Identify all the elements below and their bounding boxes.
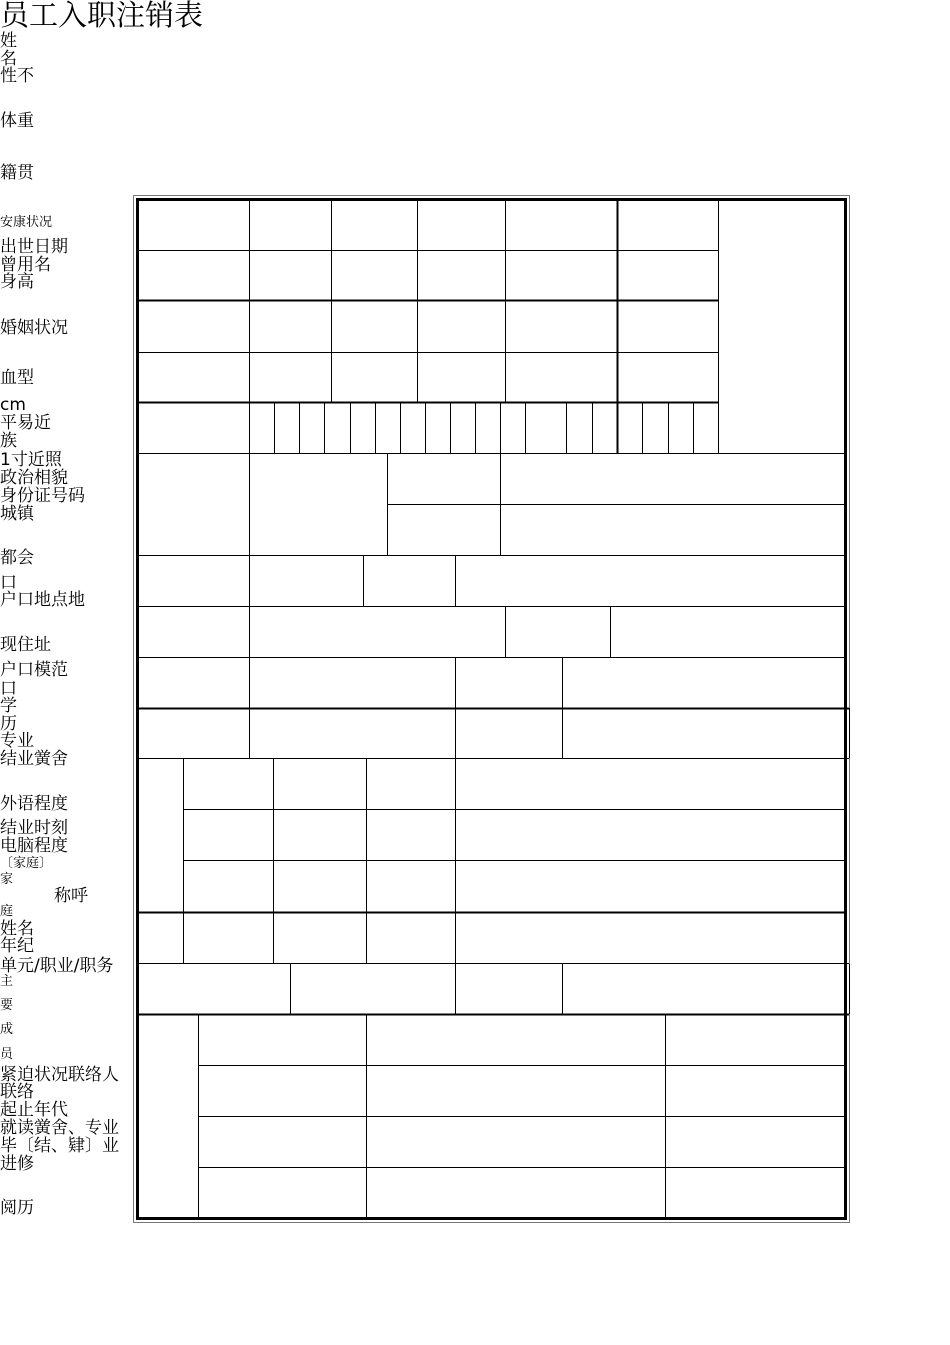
label-zu: 族 — [0, 431, 17, 451]
label-id-number: 身份证号码 — [0, 486, 85, 506]
label-unit-job: 单元/职业/职务 — [0, 956, 114, 976]
label-study: 进修 — [0, 1154, 34, 1174]
label-health: 安康状况 — [0, 215, 53, 230]
label-weight: 体重 — [0, 111, 34, 131]
label-xing: 姓 — [0, 31, 17, 51]
label-contact: 联络 — [0, 1082, 34, 1102]
label-hukou-location: 户口地点地 — [0, 590, 85, 610]
label-relation: 称呼 — [54, 886, 88, 906]
label-grad-status: 毕〔结、肄〕业 — [0, 1136, 119, 1156]
label-yao: 要 — [0, 998, 14, 1013]
label-computer-level: 电脑程度 — [0, 836, 68, 856]
label-cm: cm — [0, 395, 26, 415]
label-height: 身高 — [0, 272, 34, 292]
label-age: 年纪 — [0, 936, 34, 956]
label-member-name: 姓名 — [0, 919, 34, 939]
label-experience: 阅历 — [0, 1198, 34, 1218]
label-marital-status: 婚姻状况 — [0, 318, 68, 338]
label-ming: 名 — [0, 49, 17, 69]
label-language-level: 外语程度 — [0, 794, 68, 814]
label-family-paren: 〔家庭〕 — [0, 856, 53, 871]
label-city: 都会 — [0, 548, 34, 568]
label-ting: 庭 — [0, 904, 14, 919]
label-yuan: 员 — [0, 1047, 14, 1062]
label-gender: 性不 — [0, 66, 34, 86]
label-li: 历 — [0, 714, 17, 734]
label-emergency-contact: 紧迫状况联络人 — [0, 1065, 119, 1085]
label-school-major: 就读黉舍、专业 — [0, 1118, 119, 1138]
label-hukou-type: 户口模范 — [0, 660, 68, 680]
label-photo: 1寸近照 — [0, 450, 62, 470]
label-current-address: 现住址 — [0, 635, 51, 655]
label-xue: 学 — [0, 696, 17, 716]
label-jia: 家 — [0, 872, 14, 887]
label-period: 起止年代 — [0, 1100, 68, 1120]
label-zhu: 主 — [0, 974, 14, 989]
label-former-name: 曾用名 — [0, 255, 51, 275]
label-major: 专业 — [0, 731, 34, 751]
label-birth-date: 出世日期 — [0, 237, 68, 257]
label-kou-1: 口 — [0, 573, 17, 593]
label-graduate-school: 结业黉舍 — [0, 749, 68, 769]
label-blood-type: 血型 — [0, 368, 34, 388]
label-political: 政治相貌 — [0, 468, 68, 488]
label-graduation-time: 结业时刻 — [0, 818, 68, 838]
label-native-place: 籍贯 — [0, 163, 34, 183]
label-town: 城镇 — [0, 504, 34, 524]
label-kou-2: 口 — [0, 679, 17, 699]
label-min: 平易近 — [0, 413, 51, 433]
page-title: 员工入职注销表 — [0, 0, 204, 32]
label-cheng: 成 — [0, 1022, 14, 1037]
